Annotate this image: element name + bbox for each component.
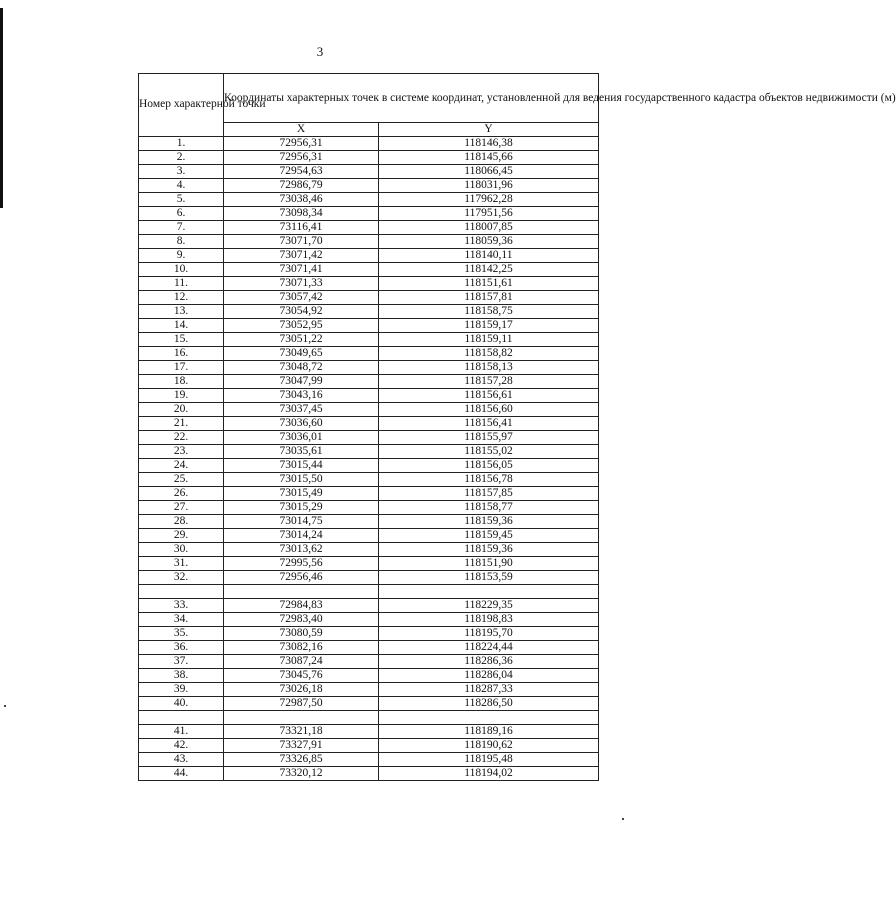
point-number-cell: 37. bbox=[139, 655, 224, 669]
page-number: 3 bbox=[316, 44, 324, 59]
x-coordinate-cell: 73045,76 bbox=[224, 669, 379, 683]
point-number-cell: 1. bbox=[139, 137, 224, 151]
x-coordinate-cell: 73049,65 bbox=[224, 347, 379, 361]
y-coordinate-cell: 118156,05 bbox=[379, 459, 599, 473]
y-coordinate-cell: 118157,28 bbox=[379, 375, 599, 389]
point-number-cell: 39. bbox=[139, 683, 224, 697]
group-separator-row bbox=[139, 585, 599, 599]
x-coordinate-cell: 73321,18 bbox=[224, 725, 379, 739]
y-coordinate-cell: 118151,61 bbox=[379, 277, 599, 291]
y-coordinate-cell: 118287,33 bbox=[379, 683, 599, 697]
y-coordinate-cell: 118159,11 bbox=[379, 333, 599, 347]
empty-cell bbox=[224, 711, 379, 725]
x-coordinate-cell: 73035,61 bbox=[224, 445, 379, 459]
point-number-cell: 27. bbox=[139, 501, 224, 515]
table-row bbox=[139, 487, 599, 501]
point-number-cell: 29. bbox=[139, 529, 224, 543]
table-row bbox=[139, 725, 599, 739]
point-number-cell: 34. bbox=[139, 613, 224, 627]
empty-cell bbox=[139, 585, 224, 599]
point-number-cell: 13. bbox=[139, 305, 224, 319]
y-coordinate-cell: 118159,36 bbox=[379, 515, 599, 529]
table-row bbox=[139, 319, 599, 333]
x-coordinate-cell: 73014,75 bbox=[224, 515, 379, 529]
x-coordinate-cell: 73326,85 bbox=[224, 753, 379, 767]
y-coordinate-cell: 118031,96 bbox=[379, 179, 599, 193]
y-coordinate-cell: 118155,97 bbox=[379, 431, 599, 445]
table-row bbox=[139, 151, 599, 165]
coordinates-table bbox=[138, 73, 896, 781]
point-number-cell: 17. bbox=[139, 361, 224, 375]
point-number-cell: 6. bbox=[139, 207, 224, 221]
point-number-cell: 2. bbox=[139, 151, 224, 165]
table-row bbox=[139, 305, 599, 319]
point-number-cell: 42. bbox=[139, 739, 224, 753]
y-coordinate-cell: 118157,81 bbox=[379, 291, 599, 305]
scan-speck bbox=[4, 705, 6, 707]
x-coordinate-cell: 73082,16 bbox=[224, 641, 379, 655]
point-number-cell: 38. bbox=[139, 669, 224, 683]
x-coordinate-cell: 73015,49 bbox=[224, 487, 379, 501]
empty-cell bbox=[379, 585, 599, 599]
point-number-cell: 5. bbox=[139, 193, 224, 207]
point-number-cell: 11. bbox=[139, 277, 224, 291]
x-coordinate-cell: 73054,92 bbox=[224, 305, 379, 319]
table-row bbox=[139, 669, 599, 683]
table-row bbox=[139, 431, 599, 445]
y-coordinate-cell: 118159,36 bbox=[379, 543, 599, 557]
y-coordinate-cell: 117962,28 bbox=[379, 193, 599, 207]
table-row bbox=[139, 137, 599, 151]
table-row bbox=[139, 235, 599, 249]
empty-cell bbox=[139, 711, 224, 725]
point-number-cell: 23. bbox=[139, 445, 224, 459]
table-row bbox=[139, 165, 599, 179]
x-coordinate-cell: 73098,34 bbox=[224, 207, 379, 221]
y-coordinate-cell: 118189,16 bbox=[379, 725, 599, 739]
point-number-cell: 16. bbox=[139, 347, 224, 361]
y-coordinate-cell: 118159,45 bbox=[379, 529, 599, 543]
point-number-cell: 25. bbox=[139, 473, 224, 487]
y-coordinate-cell: 118156,61 bbox=[379, 389, 599, 403]
x-coordinate-cell: 73038,46 bbox=[224, 193, 379, 207]
table-row bbox=[139, 445, 599, 459]
x-coordinate-cell: 73015,29 bbox=[224, 501, 379, 515]
point-number-cell: 20. bbox=[139, 403, 224, 417]
point-number-cell: 28. bbox=[139, 515, 224, 529]
table-row bbox=[139, 739, 599, 753]
table-row bbox=[139, 599, 599, 613]
group-separator-row bbox=[139, 711, 599, 725]
table-row bbox=[139, 375, 599, 389]
x-coordinate-cell: 73036,60 bbox=[224, 417, 379, 431]
table-row bbox=[139, 697, 599, 711]
table-row bbox=[139, 263, 599, 277]
point-number-cell: 22. bbox=[139, 431, 224, 445]
point-number-cell: 35. bbox=[139, 627, 224, 641]
y-coordinate-cell: 118286,50 bbox=[379, 697, 599, 711]
y-coordinate-cell: 118146,38 bbox=[379, 137, 599, 151]
y-coordinate-cell: 118286,36 bbox=[379, 655, 599, 669]
x-coordinate-cell: 73080,59 bbox=[224, 627, 379, 641]
y-coordinate-cell: 118194,02 bbox=[379, 767, 599, 781]
scan-margin-mark bbox=[0, 8, 3, 208]
table-row bbox=[139, 613, 599, 627]
point-number-cell: 12. bbox=[139, 291, 224, 305]
point-number-cell: 4. bbox=[139, 179, 224, 193]
y-coordinate-cell: 118158,82 bbox=[379, 347, 599, 361]
point-number-cell: 18. bbox=[139, 375, 224, 389]
x-coordinate-cell: 73071,41 bbox=[224, 263, 379, 277]
point-number-cell: 9. bbox=[139, 249, 224, 263]
table-row bbox=[139, 361, 599, 375]
table-row bbox=[139, 347, 599, 361]
x-coordinate-cell: 73071,33 bbox=[224, 277, 379, 291]
x-coordinate-cell: 73057,42 bbox=[224, 291, 379, 305]
empty-cell bbox=[224, 585, 379, 599]
table-row bbox=[139, 767, 599, 781]
x-coordinate-cell: 73047,99 bbox=[224, 375, 379, 389]
y-coordinate-cell: 118157,85 bbox=[379, 487, 599, 501]
y-coordinate-cell: 118007,85 bbox=[379, 221, 599, 235]
table-row bbox=[139, 291, 599, 305]
point-number-cell: 41. bbox=[139, 725, 224, 739]
point-number-cell: 15. bbox=[139, 333, 224, 347]
x-coordinate-cell: 72986,79 bbox=[224, 179, 379, 193]
table-row bbox=[139, 501, 599, 515]
x-coordinate-cell: 73013,62 bbox=[224, 543, 379, 557]
table-row bbox=[139, 277, 599, 291]
y-coordinate-cell: 118156,41 bbox=[379, 417, 599, 431]
y-coordinate-cell: 118198,83 bbox=[379, 613, 599, 627]
point-number-cell: 40. bbox=[139, 697, 224, 711]
point-number-cell: 33. bbox=[139, 599, 224, 613]
x-coordinate-cell: 73037,45 bbox=[224, 403, 379, 417]
x-coordinate-cell: 73043,16 bbox=[224, 389, 379, 403]
table-row bbox=[139, 529, 599, 543]
y-coordinate-cell: 118286,04 bbox=[379, 669, 599, 683]
point-number-cell: 43. bbox=[139, 753, 224, 767]
x-coordinate-cell: 72956,31 bbox=[224, 137, 379, 151]
table-row bbox=[139, 571, 599, 585]
x-coordinate-cell: 73048,72 bbox=[224, 361, 379, 375]
table-row bbox=[139, 753, 599, 767]
x-coordinate-cell: 73015,44 bbox=[224, 459, 379, 473]
table-row bbox=[139, 627, 599, 641]
table-row bbox=[139, 655, 599, 669]
coordinates-body bbox=[139, 137, 599, 781]
point-number-cell: 30. bbox=[139, 543, 224, 557]
x-coordinate-cell: 73071,42 bbox=[224, 249, 379, 263]
x-coordinate-cell: 72984,83 bbox=[224, 599, 379, 613]
point-number-cell: 36. bbox=[139, 641, 224, 655]
x-coordinate-cell: 73320,12 bbox=[224, 767, 379, 781]
y-coordinate-cell: 118142,25 bbox=[379, 263, 599, 277]
table-row bbox=[139, 459, 599, 473]
table-row bbox=[139, 207, 599, 221]
y-coordinate-cell: 118158,77 bbox=[379, 501, 599, 515]
y-coordinate-cell: 118156,78 bbox=[379, 473, 599, 487]
y-coordinate-cell: 118224,44 bbox=[379, 641, 599, 655]
header-x: X bbox=[224, 123, 379, 137]
table-row bbox=[139, 515, 599, 529]
x-coordinate-cell: 73052,95 bbox=[224, 319, 379, 333]
table-row bbox=[139, 473, 599, 487]
point-number-cell: 31. bbox=[139, 557, 224, 571]
table-row bbox=[139, 403, 599, 417]
x-coordinate-cell: 73014,24 bbox=[224, 529, 379, 543]
point-number-cell: 10. bbox=[139, 263, 224, 277]
y-coordinate-cell: 118158,75 bbox=[379, 305, 599, 319]
x-coordinate-cell: 73087,24 bbox=[224, 655, 379, 669]
y-coordinate-cell: 118190,62 bbox=[379, 739, 599, 753]
empty-cell bbox=[379, 711, 599, 725]
y-coordinate-cell: 118151,90 bbox=[379, 557, 599, 571]
y-coordinate-cell: 118140,11 bbox=[379, 249, 599, 263]
table-row bbox=[139, 179, 599, 193]
y-coordinate-cell: 118066,45 bbox=[379, 165, 599, 179]
x-coordinate-cell: 73116,41 bbox=[224, 221, 379, 235]
header-y: Y bbox=[379, 123, 599, 137]
y-coordinate-cell: 118059,36 bbox=[379, 235, 599, 249]
y-coordinate-cell: 117951,56 bbox=[379, 207, 599, 221]
point-number-cell: 26. bbox=[139, 487, 224, 501]
y-coordinate-cell: 118195,70 bbox=[379, 627, 599, 641]
x-coordinate-cell: 72954,63 bbox=[224, 165, 379, 179]
x-coordinate-cell: 73051,22 bbox=[224, 333, 379, 347]
y-coordinate-cell: 118156,60 bbox=[379, 403, 599, 417]
point-number-cell: 32. bbox=[139, 571, 224, 585]
x-coordinate-cell: 73026,18 bbox=[224, 683, 379, 697]
x-coordinate-cell: 73036,01 bbox=[224, 431, 379, 445]
point-number-cell: 7. bbox=[139, 221, 224, 235]
header-point-number: Номер характерной точки bbox=[139, 74, 224, 137]
header-coordinates: Координаты характерных точек в системе координат, установленной для ведения государственного кадастра объектов недвижимости (м) bbox=[224, 74, 599, 123]
table-row bbox=[139, 389, 599, 403]
x-coordinate-cell: 72995,56 bbox=[224, 557, 379, 571]
table-row bbox=[139, 221, 599, 235]
x-coordinate-cell: 72987,50 bbox=[224, 697, 379, 711]
y-coordinate-cell: 118159,17 bbox=[379, 319, 599, 333]
point-number-cell: 44. bbox=[139, 767, 224, 781]
x-coordinate-cell: 72956,46 bbox=[224, 571, 379, 585]
x-coordinate-cell: 73071,70 bbox=[224, 235, 379, 249]
scan-speck bbox=[622, 818, 624, 820]
table-row bbox=[139, 249, 599, 263]
point-number-cell: 19. bbox=[139, 389, 224, 403]
point-number-cell: 8. bbox=[139, 235, 224, 249]
y-coordinate-cell: 118155,02 bbox=[379, 445, 599, 459]
table-row bbox=[139, 557, 599, 571]
table-row bbox=[139, 683, 599, 697]
x-coordinate-cell: 73327,91 bbox=[224, 739, 379, 753]
point-number-cell: 3. bbox=[139, 165, 224, 179]
point-number-cell: 21. bbox=[139, 417, 224, 431]
table-row bbox=[139, 333, 599, 347]
x-coordinate-cell: 72983,40 bbox=[224, 613, 379, 627]
table-row bbox=[139, 417, 599, 431]
x-coordinate-cell: 73015,50 bbox=[224, 473, 379, 487]
y-coordinate-cell: 118158,13 bbox=[379, 361, 599, 375]
x-coordinate-cell: 72956,31 bbox=[224, 151, 379, 165]
y-coordinate-cell: 118229,35 bbox=[379, 599, 599, 613]
y-coordinate-cell: 118145,66 bbox=[379, 151, 599, 165]
point-number-cell: 24. bbox=[139, 459, 224, 473]
table-row bbox=[139, 193, 599, 207]
table-row bbox=[139, 641, 599, 655]
y-coordinate-cell: 118153,59 bbox=[379, 571, 599, 585]
point-number-cell: 14. bbox=[139, 319, 224, 333]
y-coordinate-cell: 118195,48 bbox=[379, 753, 599, 767]
table-row bbox=[139, 543, 599, 557]
